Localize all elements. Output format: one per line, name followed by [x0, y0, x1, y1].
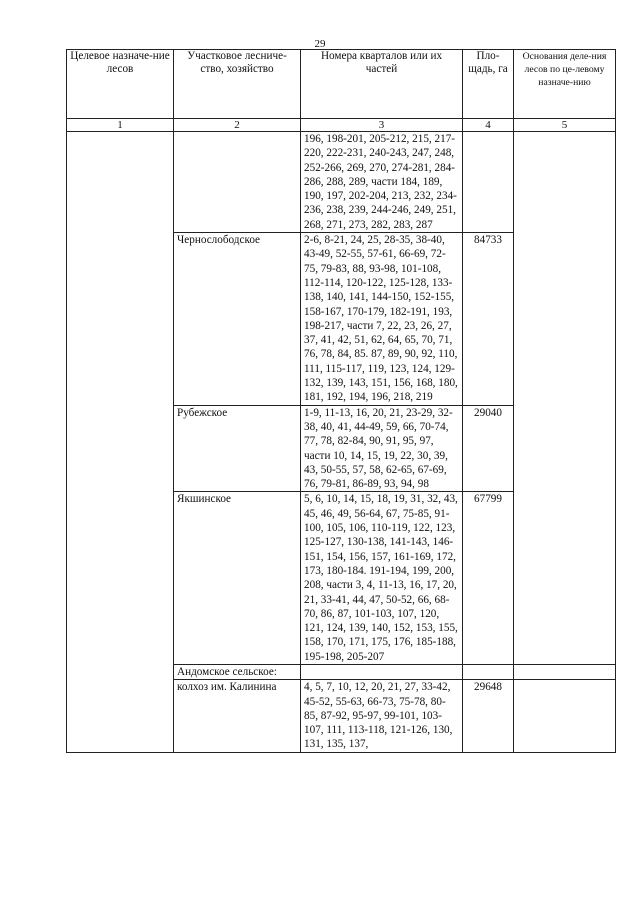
area-cell — [463, 132, 514, 233]
header-quarters: Номера кварталов или их частей — [301, 50, 463, 119]
column-number: 1 — [67, 119, 174, 132]
column-number: 3 — [301, 119, 463, 132]
basis-cell — [514, 664, 616, 679]
forestry-name: колхоз им. Калинина — [174, 680, 301, 752]
quarters-cell: 5, 6, 10, 14, 15, 18, 19, 31, 32, 43, 45, 46, 49, 56-64, 67, 75-85, 91-100, 105, 106, 110-119, 122, 123, 125-127, 130-138, 141-143, 146-151, 154, 156, 157, 161-169, 172, 173, 180-184. 191-194, 199, 200, 208, части 3, 4, 11-13, 16, 17, 20, 21, 33-41, 44, 47, 50-52, 66, 68-70, 86, 87, 101-103, 107, 120, 121, 124, 139, 140, 152, 153, 155, 158, 170, 171, 175, 176, 185-188, 195-198, 205-207 — [301, 492, 463, 665]
forestry-name — [174, 132, 301, 233]
forestry-name: Рубежское — [174, 405, 301, 492]
column-number: 5 — [514, 119, 616, 132]
purpose-cell — [67, 132, 174, 753]
header-forestry: Участковое лесниче-ство, хозяйство — [174, 50, 301, 119]
area-cell: 29648 — [463, 680, 514, 752]
header-purpose: Целевое назначе-ние лесов — [67, 50, 174, 119]
forest-table — [66, 49, 616, 753]
header-basis: Основания деле-ния лесов по це-левому назначе-нию — [514, 50, 616, 119]
header-row — [67, 50, 616, 119]
table-row — [67, 132, 616, 233]
basis-cell — [514, 132, 616, 665]
forestry-name: Чернослободское — [174, 233, 301, 406]
column-number-row — [67, 119, 616, 132]
area-cell — [463, 664, 514, 679]
quarters-cell: 2-6, 8-21, 24, 25, 28-35, 38-40, 43-49, 52-55, 57-61, 66-69, 72-75, 79-83, 88, 93-98, 101-108, 112-114, 120-122, 125-128, 133-138, 140, 141, 144-150, 152-155, 158-167, 170-179, 182-191, 193, 198-217, части 7, 22, 23, 26, 27, 37, 41, 42, 51, 62, 64, 65, 70, 71, 76, 78, 84, 85. 87, 89, 90, 92, 110, 111, 115-117, 119, 123, 124, 129-132, 139, 143, 151, 156, 168, 180, 181, 192, 194, 196, 218, 219 — [301, 233, 463, 406]
forestry-name: Якшинское — [174, 492, 301, 665]
page-number: 29 — [314, 38, 326, 50]
basis-cell — [514, 680, 616, 752]
quarters-cell: 1-9, 11-13, 16, 20, 21, 23-29, 32-38, 40, 41, 44-49, 59, 66, 70-74, 77, 78, 82-84, 90, 91, 95, 97, части 10, 14, 15, 19, 22, 30, 39, 43, 50-55, 57, 58, 62-65, 67-69, 76, 79-81, 86-89, 93, 94, 98 — [301, 405, 463, 492]
quarters-cell — [301, 664, 463, 679]
area-cell: 29040 — [463, 405, 514, 492]
area-cell: 84733 — [463, 233, 514, 406]
area-cell: 67799 — [463, 492, 514, 665]
forestry-name: Андомское сельское: — [174, 664, 301, 679]
header-area: Пло-щадь, га — [463, 50, 514, 119]
column-number: 2 — [174, 119, 301, 132]
column-number: 4 — [463, 119, 514, 132]
quarters-cell: 196, 198-201, 205-212, 215, 217-220, 222-231, 240-243, 247, 248, 252-266, 269, 270, 274-281, 284-286, 288, 289, части 184, 189, 190, 197, 202-204, 213, 232, 234-236, 238, 239, 244-246, 249, 251, 268, 271, 273, 282, 283, 287 — [301, 132, 463, 233]
quarters-cell: 4, 5, 7, 10, 12, 20, 21, 27, 33-42, 45-52, 55-63, 66-73, 75-78, 80-85, 87-92, 95-97, 99-101, 103-107, 111, 113-118, 121-126, 130, 131, 135, 137, — [301, 680, 463, 752]
